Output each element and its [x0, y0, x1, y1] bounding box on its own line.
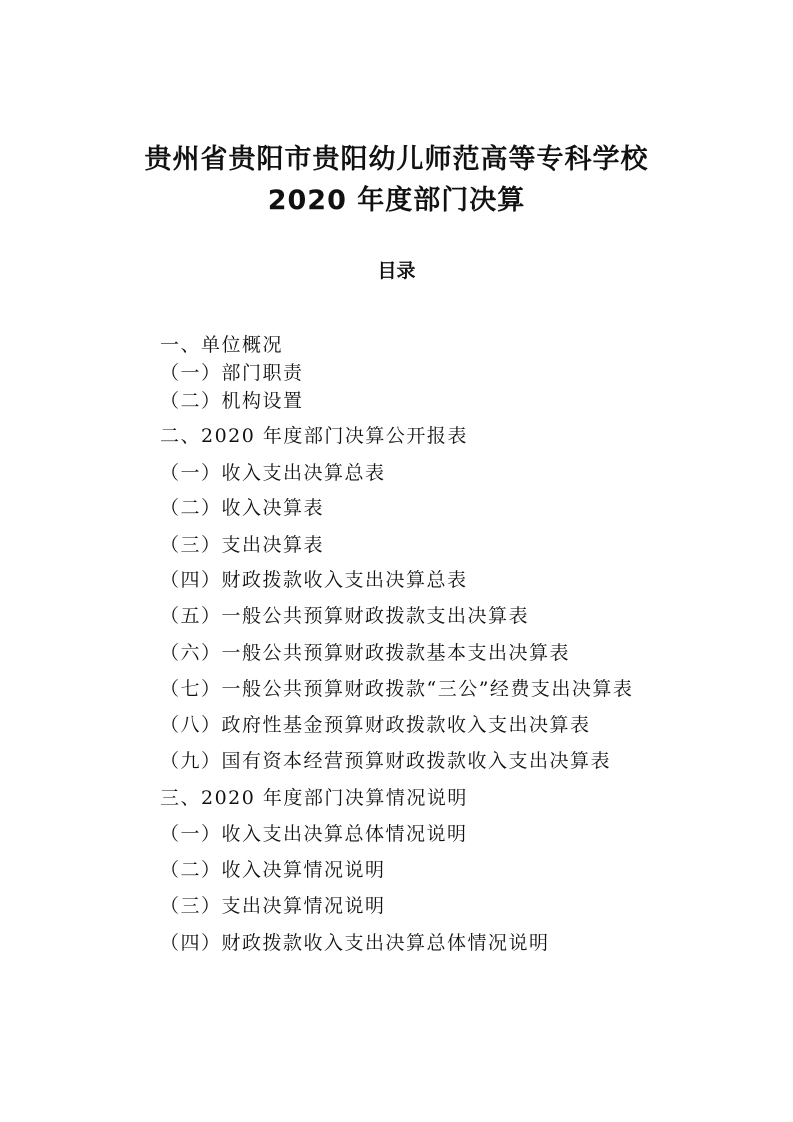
toc-item: （四）财政拨款收入支出决算总表 — [160, 569, 468, 591]
toc-item: （二）收入决算情况说明 — [160, 859, 386, 881]
toc-section-3: 三、2020 年度部门决算情况说明 — [160, 787, 468, 809]
toc-item: （四）财政拨款收入支出决算总体情况说明 — [160, 932, 550, 954]
toc-item: （二）收入决算表 — [160, 497, 325, 519]
toc-item: （九）国有资本经营预算财政拨款收入支出决算表 — [160, 750, 612, 772]
toc-item: （一）收入支出决算总体情况说明 — [160, 823, 468, 845]
toc-section-1: 一、单位概况 — [160, 334, 284, 356]
document-title-line-2: 2020 年度部门决算 — [267, 185, 526, 216]
document-title-line-1: 贵州省贵阳市贵阳幼儿师范高等专科学校 — [144, 144, 649, 175]
toc-item: （三）支出决算表 — [160, 534, 325, 556]
toc-item: （三）支出决算情况说明 — [160, 895, 386, 917]
toc-item: （二）机构设置 — [160, 390, 304, 412]
toc-section-2: 二、2020 年度部门决算公开报表 — [160, 425, 468, 447]
toc-item: （一）收入支出决算总表 — [160, 462, 386, 484]
toc-item: （七）一般公共预算财政拨款“三公”经费支出决算表 — [160, 678, 634, 700]
toc-heading: 目录 — [377, 260, 416, 282]
toc-item: （六）一般公共预算财政拨款基本支出决算表 — [160, 642, 571, 664]
toc-item: （一）部门职责 — [160, 362, 304, 384]
toc-item: （五）一般公共预算财政拨款支出决算表 — [160, 605, 530, 627]
toc-item: （八）政府性基金预算财政拨款收入支出决算表 — [160, 714, 591, 736]
